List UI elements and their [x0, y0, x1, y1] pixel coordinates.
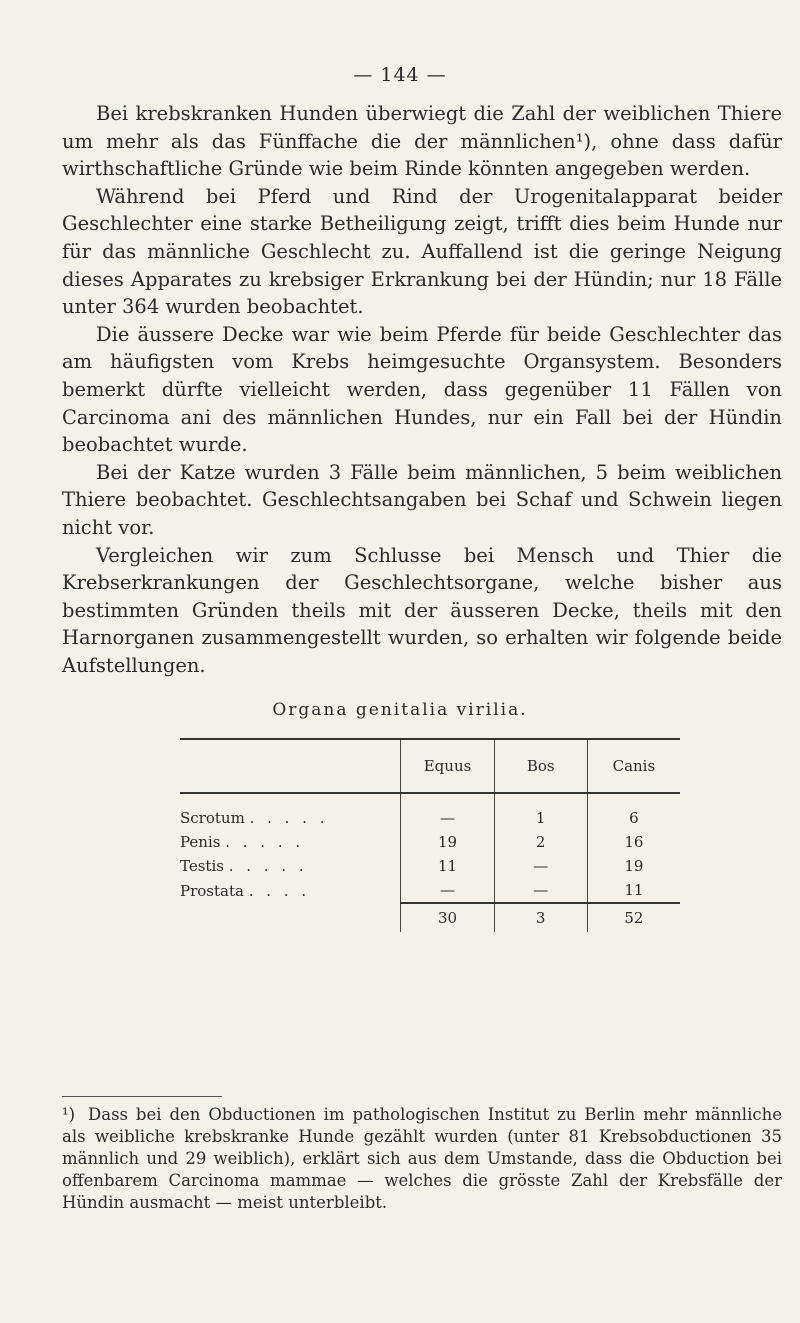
header-bos: Bos: [494, 739, 587, 793]
cell: 11: [401, 854, 494, 878]
table-row: [180, 794, 680, 830]
table-row: [180, 854, 680, 878]
cell: —: [401, 878, 494, 903]
cell: 2: [494, 830, 587, 854]
cell: —: [401, 794, 494, 830]
table-header-row: [180, 739, 680, 793]
data-table: [180, 738, 680, 932]
paragraph-3: Die äussere Decke war wie beim Pferde für beide Geschlechter das am häufigsten vom Krebs heimgesuchte Organsystem. Besonders bemerkt dürfte vielleicht werden, dass gegenüber 11 Fällen von Carcinoma ani des männlichen Hundes, nur ein Fall bei der Hündin beobachtet wurde.: [62, 322, 782, 457]
row-label: Scrotum . . . . .: [180, 809, 329, 827]
paragraph-2: Während bei Pferd und Rind der Urogenitalapparat beider Geschlechter eine starke Betheiligung zeigt, trifft dies beim Hunde nur für das männliche Geschlecht zu. Auffallend ist die geringe Neigung dieses Apparates zu krebsiger Erkrankung bei der Hündin; nur 18 Fälle unter 364 wurden beobachtet.: [62, 184, 782, 319]
footnote-text: Dass bei den Obductionen im pathologischen Institut zu Berlin mehr männliche als weibliche krebskranke Hunde gezählt wurden (unter 81 Krebsobductionen 35 männlich und 29 weiblich), erklärt sich aus dem Umstande, dass die Obduction bei offenbarem Carcinoma mammae — welches die grösste Zahl der Krebsfälle der Hündin ausmacht — meist unterbleibt.: [62, 1105, 782, 1212]
header-canis: Canis: [587, 739, 680, 793]
table-row: [180, 878, 680, 903]
total-cell: 52: [587, 903, 680, 932]
cell: 6: [587, 794, 680, 830]
totals-blank: [180, 903, 401, 932]
paragraph-1: Bei krebskranken Hunden überwiegt die Zahl der weiblichen Thiere um mehr als das Fünffache die der männlichen¹), ohne dass dafür wirthschaftliche Gründe wie beim Rinde könnten angegeben werden.: [62, 102, 782, 181]
data-table-wrapper: [180, 738, 680, 932]
footnote-marker: ¹): [62, 1105, 76, 1124]
footnote: [62, 1104, 782, 1214]
cell: 19: [401, 830, 494, 854]
table-row: [180, 830, 680, 854]
cell: 11: [587, 878, 680, 903]
totals-row: [180, 903, 680, 932]
header-equus: Equus: [401, 739, 494, 793]
cell: 16: [587, 830, 680, 854]
total-cell: 3: [494, 903, 587, 932]
row-label: Prostata . . . .: [180, 881, 311, 900]
header-blank: [180, 739, 401, 793]
paragraph-4: Bei der Katze wurden 3 Fälle beim männlichen, 5 beim weiblichen Thiere beobachtet. Geschlechtsangaben bei Schaf und Schwein liegen nicht vor.: [62, 460, 782, 539]
footnote-rule: [62, 1096, 222, 1097]
row-label: Testis . . . . .: [180, 857, 308, 875]
cell: 19: [587, 854, 680, 878]
cell: 1: [494, 794, 587, 830]
body-text: [62, 100, 782, 679]
table-caption: Organa genitalia virilia.: [272, 700, 528, 720]
cell: —: [494, 854, 587, 878]
paragraph-5: Vergleichen wir zum Schlusse bei Mensch und Thier die Krebserkrankungen der Geschlechtsorgane, welche bisher aus bestimmten Gründen theils mit der äusseren Decke, theils mit den Harnorganen zusammengestellt wurden, so erhalten wir folgende beide Aufstellungen.: [62, 543, 782, 677]
total-cell: 30: [401, 903, 494, 932]
cell: —: [494, 878, 587, 903]
row-label: Penis . . . . .: [180, 833, 305, 851]
page-number: — 144 —: [353, 64, 447, 86]
